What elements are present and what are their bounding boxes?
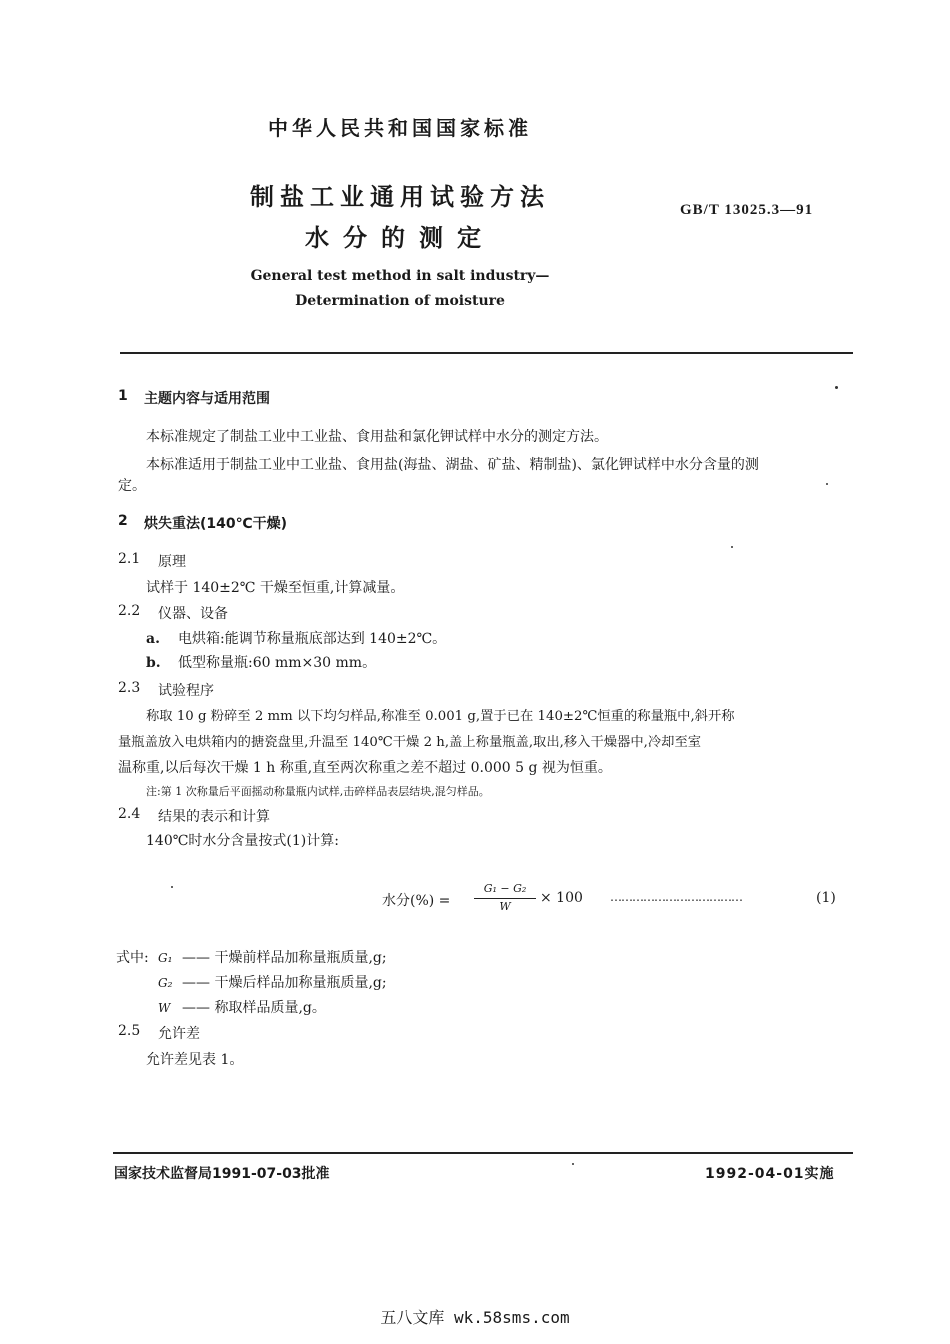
national-standard-heading: 中华人民共和国国家标准 xyxy=(268,116,532,140)
scan-speck xyxy=(572,1163,574,1165)
document-title-line1: 制盐工业通用试验方法 xyxy=(250,183,550,211)
formula-leader-dots: ……………………………… xyxy=(610,890,742,904)
section-2-1-title: 原理 xyxy=(158,554,186,570)
section-2-1-text: 试样于 140±2℃ 干燥至恒重,计算减量。 xyxy=(146,580,405,596)
scan-speck xyxy=(826,483,828,485)
section-2-2-item-a-text: 电烘箱:能调节称量瓶底部达到 140±2℃。 xyxy=(178,631,447,647)
section-2-3-number: 2.3 xyxy=(118,680,141,696)
section-2-title: 烘失重法(140℃干燥) xyxy=(144,516,287,532)
scan-speck xyxy=(171,886,173,888)
english-title-line2: Determination of moisture xyxy=(295,293,505,309)
approval-date: 国家技术监督局1991-07-03批准 xyxy=(114,1166,330,1182)
variable-w-symbol: W xyxy=(158,1001,171,1015)
implementation-date: 1992-04-01实施 xyxy=(705,1166,835,1182)
formula-fraction-bar xyxy=(474,898,536,899)
section-2-2-title: 仪器、设备 xyxy=(158,606,228,622)
formula-lhs: 水分(%) = xyxy=(382,893,451,909)
section-2-5-title: 允许差 xyxy=(158,1026,200,1042)
footer-divider xyxy=(113,1152,853,1154)
standard-code: GB/T 13025.3—91 xyxy=(680,202,814,218)
header-divider xyxy=(120,352,853,354)
section-1-title: 主题内容与适用范围 xyxy=(144,391,270,407)
section-1-paragraph-2a: 本标准适用于制盐工业中工业盐、食用盐(海盐、湖盐、矿盐、精制盐)、氯化钾试样中水分含量的测 xyxy=(146,457,759,473)
section-2-3-line-2: 量瓶盖放入电烘箱内的搪瓷盘里,升温至 140℃干燥 2 h,盖上称量瓶盖,取出,移入干燥器中,冷却至室 xyxy=(118,735,702,750)
variable-w-description: —— 称取样品质量,g。 xyxy=(182,1000,326,1016)
section-1-number: 1 xyxy=(118,388,128,404)
section-2-2-item-a-label: a. xyxy=(146,631,160,647)
section-1-paragraph-1: 本标准规定了制盐工业中工业盐、食用盐和氯化钾试样中水分的测定方法。 xyxy=(146,429,608,445)
english-title-line1: General test method in salt industry— xyxy=(250,268,550,284)
section-2-1-number: 2.1 xyxy=(118,551,141,567)
section-2-2-item-b-label: b. xyxy=(146,655,161,671)
section-2-5-number: 2.5 xyxy=(118,1023,141,1039)
section-2-4-number: 2.4 xyxy=(118,806,141,822)
site-watermark: 五八文库 wk.58sms.com xyxy=(380,1308,570,1327)
section-2-4-intro: 140℃时水分含量按式(1)计算: xyxy=(146,833,339,849)
section-2-3-note: 注:第 1 次称量后平面摇动称量瓶内试样,击碎样品表层结块,混匀样品。 xyxy=(146,785,490,798)
section-2-2-item-b-text: 低型称量瓶:60 mm×30 mm。 xyxy=(178,655,377,671)
section-2-3-line-3: 温称重,以后每次干燥 1 h 称重,直至两次称重之差不超过 0.000 5 g 视为恒重。 xyxy=(118,760,612,776)
section-1-paragraph-2b: 定。 xyxy=(118,478,146,494)
section-2-5-text: 允许差见表 1。 xyxy=(146,1052,244,1068)
variables-prefix: 式中: xyxy=(116,950,149,966)
variable-g2-symbol: G₂ xyxy=(158,976,173,990)
section-2-4-title: 结果的表示和计算 xyxy=(158,809,270,825)
variable-g2-description: —— 干燥后样品加称量瓶质量,g; xyxy=(182,975,387,991)
document-title-line2: 水分的测定 xyxy=(305,224,495,252)
variable-g1-symbol: G₁ xyxy=(158,951,173,965)
section-2-2-number: 2.2 xyxy=(118,603,141,619)
section-2-3-line-1: 称取 10 g 粉碎至 2 mm 以下均匀样品,称准至 0.001 g,置于已在 140±2℃恒重的称量瓶中,斜开称 xyxy=(146,709,735,724)
scan-speck xyxy=(731,546,733,548)
formula-numerator: G₁ − G₂ xyxy=(483,882,527,895)
scan-speck xyxy=(835,386,838,389)
formula-rhs: × 100 xyxy=(540,890,583,906)
variable-g1-description: —— 干燥前样品加称量瓶质量,g; xyxy=(182,950,387,966)
formula-denominator: W xyxy=(499,900,511,913)
section-2-number: 2 xyxy=(118,513,128,529)
formula-equation-number: (1) xyxy=(816,890,836,906)
section-2-3-title: 试验程序 xyxy=(158,683,214,699)
